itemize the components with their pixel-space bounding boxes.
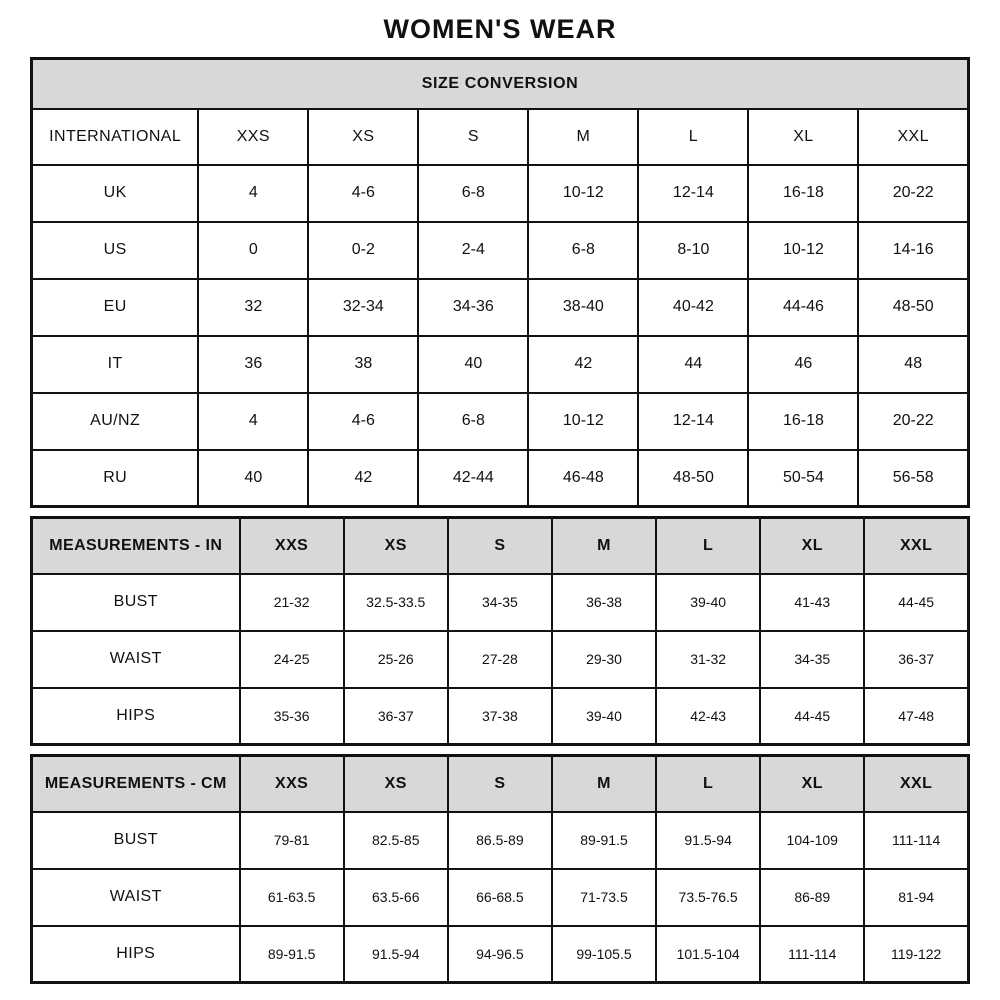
- data-cell: 12-14: [638, 165, 748, 222]
- table-row: [32, 222, 969, 279]
- size-header-cell: L: [656, 518, 760, 574]
- size-header-cell: XL: [748, 109, 858, 165]
- data-cell: 20-22: [858, 165, 968, 222]
- table-row: [32, 631, 969, 688]
- data-cell: 44-45: [864, 574, 968, 631]
- data-cell: 6-8: [528, 222, 638, 279]
- data-cell: 56-58: [858, 450, 968, 507]
- size-header-cell: XS: [344, 756, 448, 812]
- data-cell: 48-50: [858, 279, 968, 336]
- data-cell: 36-37: [864, 631, 968, 688]
- data-cell: 86.5-89: [448, 812, 552, 869]
- data-cell: 34-36: [418, 279, 528, 336]
- header-label-cell: MEASUREMENTS - CM: [32, 756, 240, 812]
- data-cell: 32-34: [308, 279, 418, 336]
- data-cell: 44-45: [760, 688, 864, 745]
- data-cell: 38-40: [528, 279, 638, 336]
- size-header-cell: XXL: [858, 109, 968, 165]
- data-cell: 41-43: [760, 574, 864, 631]
- size-header-cell: XXL: [864, 756, 968, 812]
- data-cell: 89-91.5: [240, 926, 344, 983]
- data-cell: 73.5-76.5: [656, 869, 760, 926]
- size-header-cell: XL: [760, 756, 864, 812]
- data-cell: 46: [748, 336, 858, 393]
- data-cell: 91.5-94: [344, 926, 448, 983]
- data-cell: 6-8: [418, 165, 528, 222]
- table-title-row: [32, 59, 969, 109]
- table-row: [32, 869, 969, 926]
- row-label: BUST: [32, 574, 240, 631]
- data-cell: 29-30: [552, 631, 656, 688]
- data-cell: 40: [198, 450, 308, 507]
- data-cell: 12-14: [638, 393, 748, 450]
- data-cell: 111-114: [864, 812, 968, 869]
- data-cell: 4: [198, 165, 308, 222]
- data-cell: 10-12: [528, 165, 638, 222]
- data-cell: 2-4: [418, 222, 528, 279]
- header-label-cell: INTERNATIONAL: [32, 109, 199, 165]
- data-cell: 14-16: [858, 222, 968, 279]
- table-row: [32, 926, 969, 983]
- row-label: BUST: [32, 812, 240, 869]
- table-row: [32, 450, 969, 507]
- table-header-row: [32, 756, 969, 812]
- data-cell: 16-18: [748, 393, 858, 450]
- table-row: [32, 393, 969, 450]
- row-label: RU: [32, 450, 199, 507]
- data-cell: 6-8: [418, 393, 528, 450]
- row-label: HIPS: [32, 688, 240, 745]
- data-cell: 4: [198, 393, 308, 450]
- size-header-cell: XXL: [864, 518, 968, 574]
- data-cell: 48: [858, 336, 968, 393]
- data-cell: 82.5-85: [344, 812, 448, 869]
- data-cell: 38: [308, 336, 418, 393]
- measurements-cm-table: [30, 754, 970, 984]
- size-header-cell: XS: [308, 109, 418, 165]
- data-cell: 63.5-66: [344, 869, 448, 926]
- data-cell: 0: [198, 222, 308, 279]
- size-header-cell: XS: [344, 518, 448, 574]
- data-cell: 36-37: [344, 688, 448, 745]
- size-conversion-table: [30, 57, 970, 508]
- size-header-cell: L: [656, 756, 760, 812]
- data-cell: 34-35: [760, 631, 864, 688]
- data-cell: 34-35: [448, 574, 552, 631]
- data-cell: 111-114: [760, 926, 864, 983]
- row-label: EU: [32, 279, 199, 336]
- data-cell: 119-122: [864, 926, 968, 983]
- row-label: IT: [32, 336, 199, 393]
- size-header-cell: L: [638, 109, 748, 165]
- data-cell: 8-10: [638, 222, 748, 279]
- table-row: [32, 279, 969, 336]
- data-cell: 25-26: [344, 631, 448, 688]
- data-cell: 99-105.5: [552, 926, 656, 983]
- data-cell: 10-12: [528, 393, 638, 450]
- data-cell: 32: [198, 279, 308, 336]
- row-label: UK: [32, 165, 199, 222]
- data-cell: 4-6: [308, 165, 418, 222]
- data-cell: 81-94: [864, 869, 968, 926]
- table-row: [32, 574, 969, 631]
- row-label: WAIST: [32, 631, 240, 688]
- data-cell: 42: [308, 450, 418, 507]
- data-cell: 20-22: [858, 393, 968, 450]
- data-cell: 46-48: [528, 450, 638, 507]
- data-cell: 48-50: [638, 450, 748, 507]
- table-row: [32, 688, 969, 745]
- data-cell: 94-96.5: [448, 926, 552, 983]
- data-cell: 44-46: [748, 279, 858, 336]
- data-cell: 44: [638, 336, 748, 393]
- data-cell: 101.5-104: [656, 926, 760, 983]
- data-cell: 71-73.5: [552, 869, 656, 926]
- data-cell: 42: [528, 336, 638, 393]
- data-cell: 42-43: [656, 688, 760, 745]
- data-cell: 24-25: [240, 631, 344, 688]
- data-cell: 104-109: [760, 812, 864, 869]
- data-cell: 66-68.5: [448, 869, 552, 926]
- data-cell: 32.5-33.5: [344, 574, 448, 631]
- data-cell: 4-6: [308, 393, 418, 450]
- data-cell: 79-81: [240, 812, 344, 869]
- data-cell: 27-28: [448, 631, 552, 688]
- data-cell: 36: [198, 336, 308, 393]
- data-cell: 42-44: [418, 450, 528, 507]
- table-header-row: [32, 109, 969, 165]
- page-title: WOMEN'S WEAR: [383, 14, 617, 44]
- row-label: AU/NZ: [32, 393, 199, 450]
- data-cell: 10-12: [748, 222, 858, 279]
- data-cell: 31-32: [656, 631, 760, 688]
- data-cell: 50-54: [748, 450, 858, 507]
- size-header-cell: M: [552, 756, 656, 812]
- size-header-cell: M: [552, 518, 656, 574]
- data-cell: 40: [418, 336, 528, 393]
- table-row: [32, 812, 969, 869]
- size-header-cell: S: [418, 109, 528, 165]
- table-title: SIZE CONVERSION: [32, 59, 969, 109]
- table-header-row: [32, 518, 969, 574]
- data-cell: 39-40: [656, 574, 760, 631]
- size-header-cell: S: [448, 756, 552, 812]
- data-cell: 39-40: [552, 688, 656, 745]
- size-header-cell: XXS: [240, 518, 344, 574]
- table-row: [32, 165, 969, 222]
- data-cell: 61-63.5: [240, 869, 344, 926]
- row-label: HIPS: [32, 926, 240, 983]
- data-cell: 0-2: [308, 222, 418, 279]
- data-cell: 89-91.5: [552, 812, 656, 869]
- size-header-cell: XXS: [240, 756, 344, 812]
- data-cell: 37-38: [448, 688, 552, 745]
- data-cell: 36-38: [552, 574, 656, 631]
- size-header-cell: XXS: [198, 109, 308, 165]
- data-cell: 35-36: [240, 688, 344, 745]
- data-cell: 91.5-94: [656, 812, 760, 869]
- data-cell: 21-32: [240, 574, 344, 631]
- row-label: WAIST: [32, 869, 240, 926]
- data-cell: 47-48: [864, 688, 968, 745]
- measurements-in-table: [30, 516, 970, 746]
- size-header-cell: S: [448, 518, 552, 574]
- size-header-cell: XL: [760, 518, 864, 574]
- table-row: [32, 336, 969, 393]
- size-header-cell: M: [528, 109, 638, 165]
- data-cell: 16-18: [748, 165, 858, 222]
- data-cell: 40-42: [638, 279, 748, 336]
- header-label-cell: MEASUREMENTS - IN: [32, 518, 240, 574]
- data-cell: 86-89: [760, 869, 864, 926]
- row-label: US: [32, 222, 199, 279]
